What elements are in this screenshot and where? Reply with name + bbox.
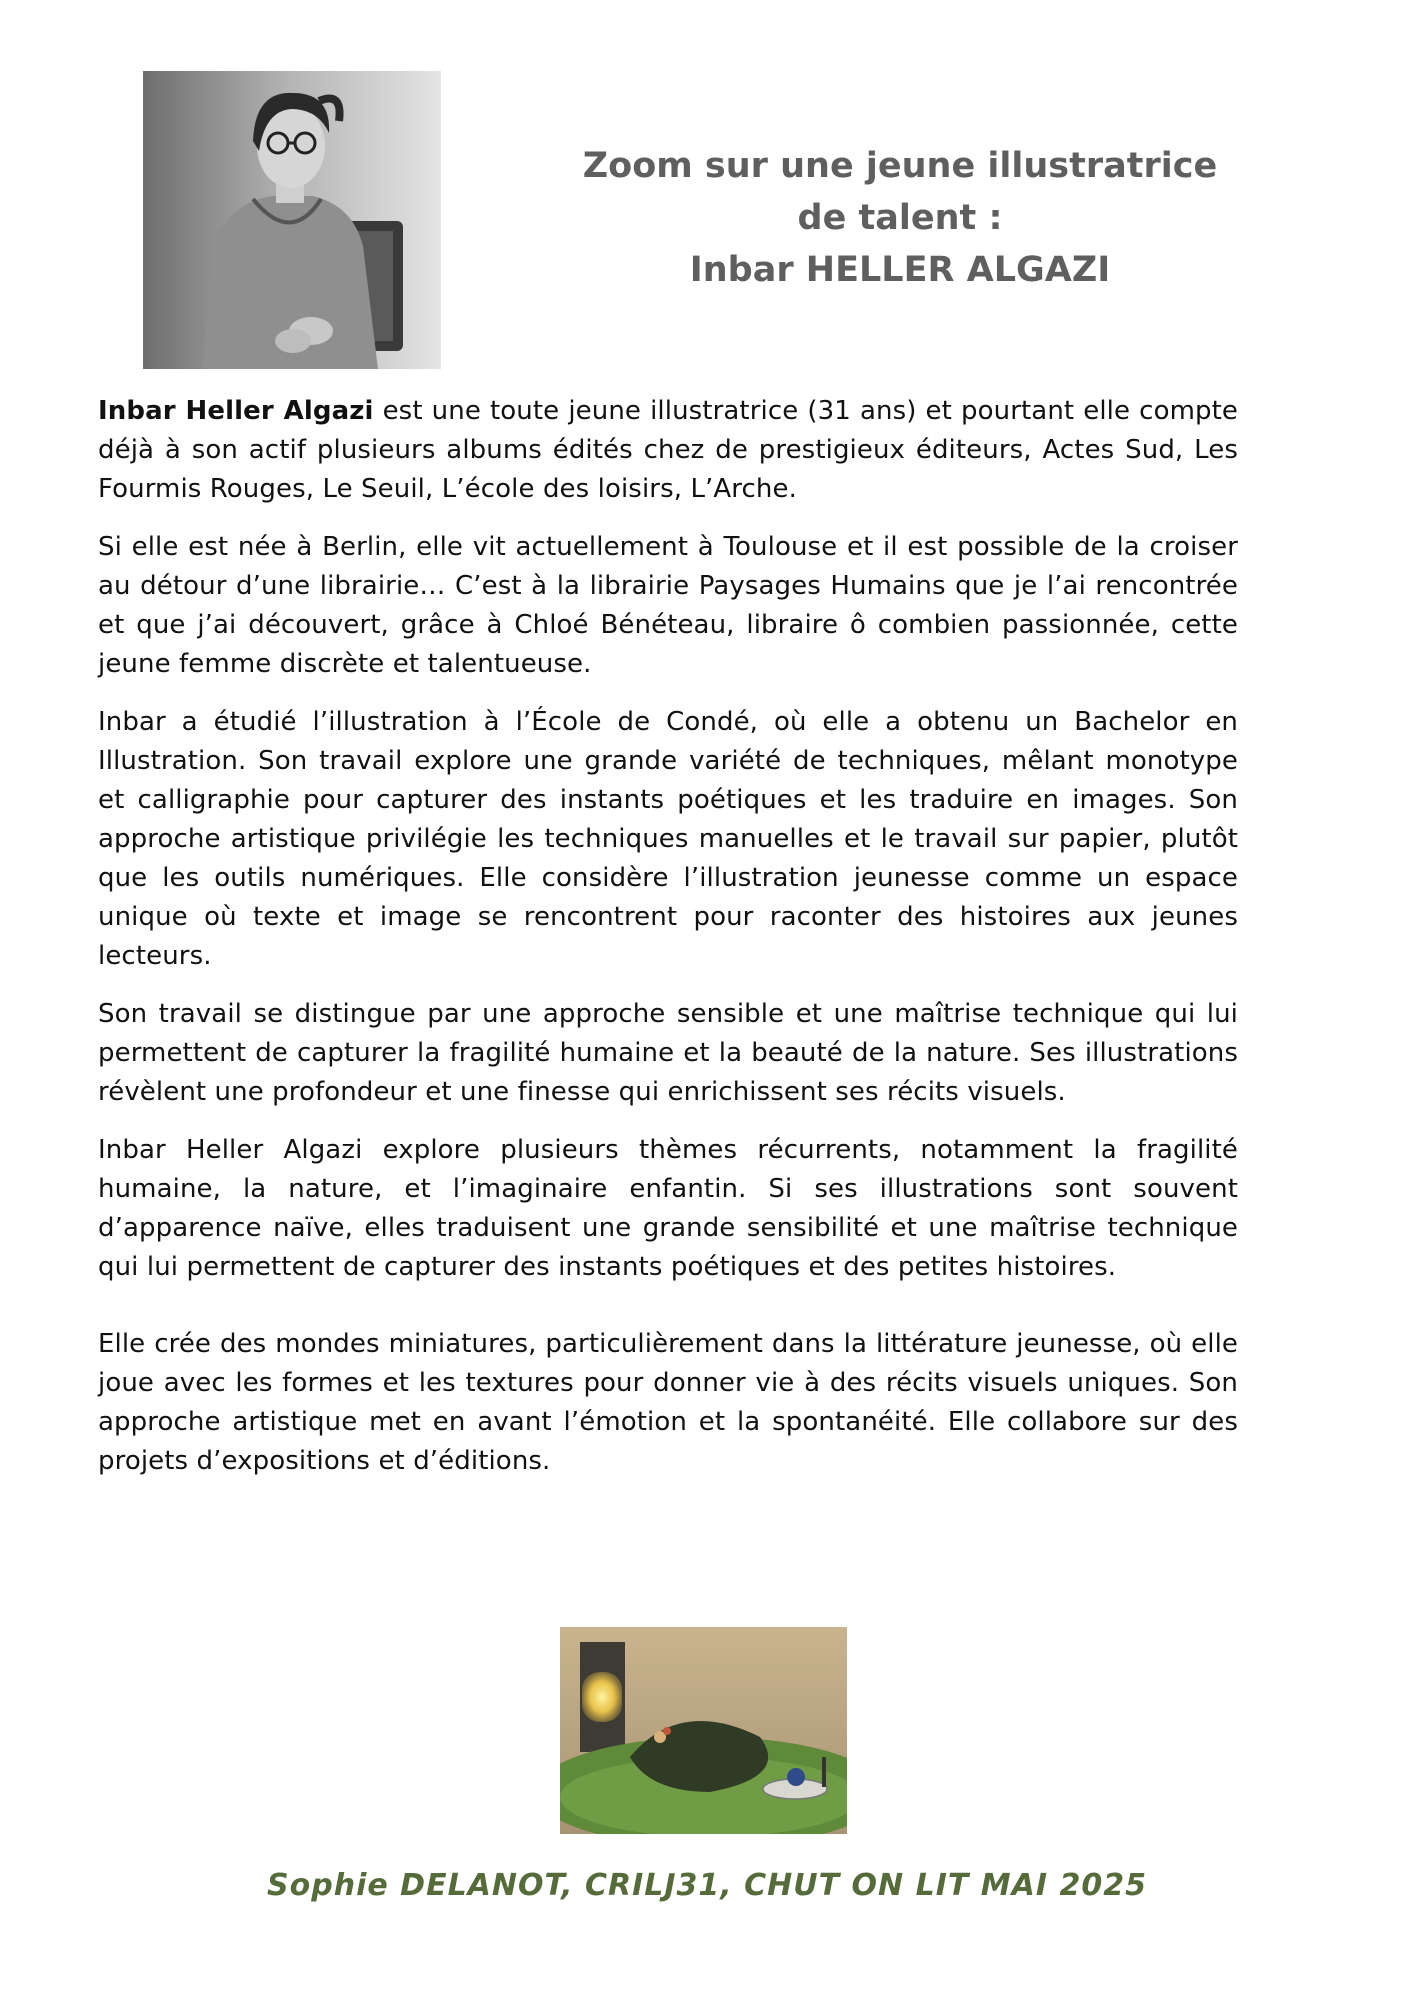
- paragraph-style: Son travail se distingue par une approche sensible et une maîtrise technique qui lui permettent de capturer la fragilité humaine et la beauté de la nature. Ses illustrations révèlent une profondeur et une finesse qui enrichissent ses récits visuels.: [98, 999, 1238, 1107]
- portrait-photo: [143, 71, 441, 369]
- artist-name: Inbar Heller Algazi: [98, 396, 374, 426]
- title-line-1: Zoom sur une jeune illustratrice: [582, 146, 1218, 186]
- paragraph-miniature-worlds: Elle crée des mondes miniatures, particulièrement dans la littérature jeunesse, où elle joue avec les formes et les textures pour donner vie à des récits visuels uniques. Son approche artistique met en avant l’émotion et la spontanéité. Elle collabore sur des projets d’expositions et d’éditions.: [98, 1329, 1238, 1476]
- article-body: [98, 392, 1238, 1500]
- paragraph-intro: [98, 392, 1238, 509]
- paragraph-themes: Inbar Heller Algazi explore plusieurs thèmes récurrents, notamment la fragilité humaine, la nature, et l’imaginaire enfantin. Si ses illustrations sont souvent d’apparence naïve, elles traduisent une grande sensibilité et une maîtrise technique qui lui permettent de capturer des instants poétiques et des petites histoires.: [98, 1135, 1238, 1282]
- paragraph-berlin-toulouse: Si elle est née à Berlin, elle vit actuellement à Toulouse et il est possible de la croiser au détour d’une librairie… C’est à la librairie Paysages Humains que je l’ai rencontrée et que j’ai découvert, grâce à Chloé Bénéteau, libraire ô combien passionnée, cette jeune femme discrète et talentueuse.: [98, 532, 1238, 679]
- illustration-artwork: [560, 1627, 847, 1834]
- paragraph-intro-text: est une toute jeune illustratrice (31 ans) et pourtant elle compte déjà à son actif plusieurs albums édités chez de prestigieux éditeurs, Actes Sud, Les Fourmis Rouges, Le Seuil, L’école des loisirs, L’Arche.: [98, 396, 1239, 504]
- page-title: [520, 140, 1280, 296]
- title-line-3: Inbar HELLER ALGAZI: [689, 250, 1111, 290]
- title-line-2: de talent :: [797, 198, 1003, 238]
- signature-line: Sophie DELANOT, CRILJ31, CHUT ON LIT MAI 2025: [267, 1868, 1147, 1903]
- paragraph-education: Inbar a étudié l’illustration à l’École de Condé, où elle a obtenu un Bachelor en Illustration. Son travail explore une grande variété de techniques, mêlant monotype et calligraphie pour capturer des instants poétiques et les traduire en images. Son approche artistique privilégie les techniques manuelles et le travail sur papier, plutôt que les outils numériques. Elle considère l’illustration jeunesse comme un espace unique où texte et image se rencontrent pour raconter des histoires aux jeunes lecteurs.: [98, 707, 1238, 971]
